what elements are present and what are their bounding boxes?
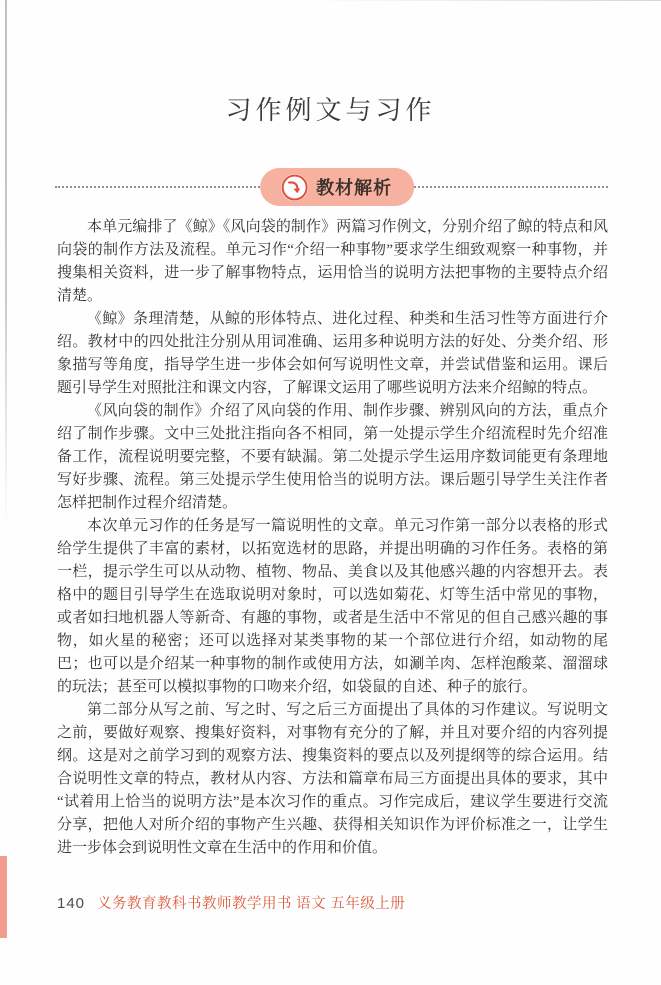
paragraph: 本次单元习作的任务是写一篇说明性的文章。单元习作第一部分以表格的形式给学生提供了丰富的素材，以拓宽选材的思路，并提出明确的习作任务。表格的第一栏，提示学生可以从动物、植物、物品、美食以及其他感兴趣的内容想开去。表格中的题目引导学生在选取说明对象时，可以选如菊花、灯等生活中常见的事物，或者如扫地机器人等新奇、有趣的事物，或者是生活中不常见的但自己感兴趣的事物，如火星的秘密；还可以选择对某类事物的某一个部位进行介绍，如动物的尾巴；也可以是介绍某一种事物的制作或使用方法，如涮羊肉、怎样泡酸菜、溜溜球的玩法；甚至可以模拟事物的口吻来介绍，如袋鼠的自述、种子的旅行。 (57, 518, 608, 695)
section-badge-label: 教材解析 (316, 178, 393, 198)
page-scan-edge-top (300, 0, 661, 1)
page-footer (57, 892, 621, 913)
page-edge-tab (0, 856, 7, 938)
section-divider (0, 168, 661, 208)
section-badge (260, 168, 414, 206)
page-scan-edge-left (5, 0, 7, 530)
paragraph: 本单元编排了《鲸》《风向袋的制作》两篇习作例文，分别介绍了鲸的特点和风向袋的制作方法及流程。单元习作“介绍一种事物”要求学生细致观察一种事物，并搜集相关资料，进一步了解事物特点，运用恰当的说明方法把事物的主要特点介绍清楚。 (57, 219, 608, 304)
paragraph: 《风向袋的制作》介绍了风向袋的作用、制作步骤、辨别风向的方法，重点介绍了制作步骤。文中三处批注指向各不相同，第一处提示学生介绍流程时先介绍准备工作，流程说明要完整，不要有缺漏。第二处提示学生运用序数词能更有条理地写好步骤、流程。第三处提示学生使用恰当的说明方法。课后题引导学生关注作者怎样把制作过程介绍清楚。 (57, 403, 608, 511)
body-text (57, 216, 608, 860)
curved-down-arrow-icon (281, 174, 308, 201)
page-number: 140 (57, 895, 86, 912)
paragraph: 《鲸》条理清楚，从鲸的形体特点、进化过程、种类和生活习性等方面进行介绍。教材中的四处批注分别从用词准确、运用多种说明方法的好处、分类介绍、形象描写等角度，指导学生进一步体会如何写说明性文章，并尝试借鉴和运用。课后题引导学生对照批注和课文内容，了解课文运用了哪些说明方法来介绍鲸的特点。 (57, 311, 608, 396)
paragraph: 第二部分从写之前、写之时、写之后三方面提出了具体的习作建议。写说明文之前，要做好观察、搜集好资料，对事物有充分的了解，并且对要介绍的内容列提纲。这是对之前学习到的观察方法、搜集资料的要点以及列提纲等的综合运用。结合说明性文章的特点，教材从内容、方法和篇章布局三方面提出具体的要求，其中“试着用上恰当的说明方法”是本次习作的重点。习作完成后，建议学生要进行交流分享，把他人对所介绍的事物产生兴趣、获得相关知识作为评价标准之一，让学生进一步体会到说明性文章在生活中的作用和价值。 (57, 702, 608, 856)
page-title: 习作例文与习作 (225, 96, 436, 125)
book-title: 义务教育教科书教师教学用书 语文 五年级上册 (97, 896, 406, 912)
